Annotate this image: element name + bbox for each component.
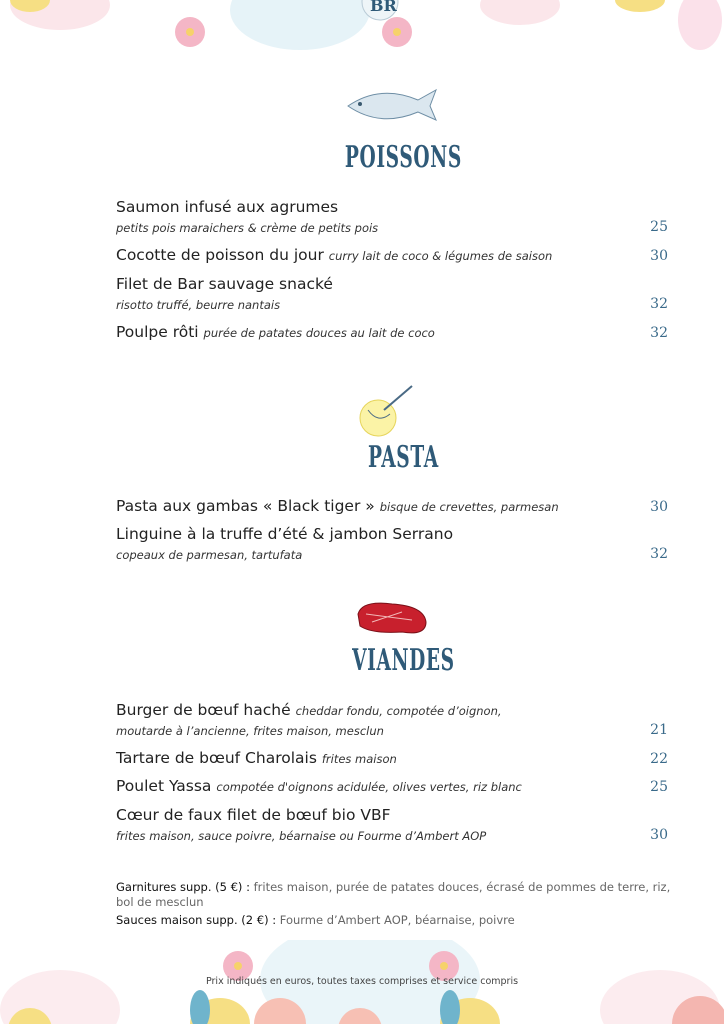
section-title-pasta: PASTA — [367, 440, 439, 475]
menu-item-name — [116, 246, 552, 264]
menu-item-title: Tartare de bœuf Charolais — [116, 749, 317, 767]
extras-garnitures — [116, 880, 676, 910]
menu-item-name: Linguine à la truffe d’été & jambon Serrano — [116, 525, 454, 543]
menu-item-desc: curry lait de coco & légumes de saison — [328, 249, 553, 263]
menu-item-desc: petits pois maraichers & crème de petits pois — [116, 221, 379, 235]
menu-item-name — [116, 749, 397, 767]
extras-label: Sauces maison supp. (2 €) : — [116, 913, 277, 927]
menu-item-price: 25 — [650, 779, 668, 795]
menu-item-price: 30 — [650, 827, 668, 843]
menu-item-title: Burger de bœuf haché — [116, 701, 291, 719]
menu-item-price: 21 — [650, 722, 668, 738]
menu-item-price: 22 — [650, 751, 668, 767]
menu-item-name — [116, 777, 522, 795]
menu-item-desc: copeaux de parmesan, tartufata — [116, 548, 303, 562]
menu-item-price: 32 — [650, 296, 668, 312]
menu-item-name: Saumon infusé aux agrumes — [116, 198, 339, 216]
menu-item-desc-2: moutarde à l’ancienne, frites maison, mesclun — [116, 724, 384, 738]
logo: BR — [370, 0, 397, 15]
menu-item-price: 25 — [650, 219, 668, 235]
extras-label: Garnitures supp. (5 €) : — [116, 880, 250, 894]
menu-item-desc: frites maison, sauce poivre, béarnaise ou Fourme d’Ambert AOP — [116, 829, 487, 843]
menu-item-title: Pasta aux gambas « Black tiger » — [116, 497, 375, 515]
section-title-poissons: POISSONS — [344, 140, 462, 175]
menu-item-price: 32 — [650, 546, 668, 562]
menu-item-title: Poulet Yassa — [116, 777, 212, 795]
menu-item-desc: purée de patates douces au lait de coco — [203, 326, 435, 340]
menu-item-price: 32 — [650, 325, 668, 341]
menu-item-price: 30 — [650, 248, 668, 264]
price-disclaimer: Prix indiqués en euros, toutes taxes comprises et service compris — [205, 976, 519, 987]
menu-item-desc: cheddar fondu, compotée d’oignon, — [295, 704, 502, 718]
section-title-viandes: VIANDES — [352, 643, 455, 678]
menu-item-desc: risotto truffé, beurre nantais — [116, 298, 281, 312]
menu-item-name — [116, 323, 435, 341]
menu-item-title: Poulpe rôti — [116, 323, 199, 341]
menu-item-desc: compotée d'oignons acidulée, olives vertes, riz blanc — [216, 780, 522, 794]
menu-item-desc: frites maison — [321, 752, 397, 766]
menu-item-name: Cœur de faux filet de bœuf bio VBF — [116, 806, 391, 824]
extras-text: frites maison, purée de patates douces, écrasé de pommes de terre, riz, bol de mesclun — [116, 880, 671, 909]
menu-item-name — [116, 701, 502, 719]
menu-item-name — [116, 497, 559, 515]
menu-item-title: Cocotte de poisson du jour — [116, 246, 324, 264]
menu-item-price: 30 — [650, 499, 668, 515]
floral-header-decoration — [0, 0, 724, 60]
extras-sauces — [116, 913, 676, 928]
pasta-fork-icon — [350, 380, 420, 442]
menu-item-name: Filet de Bar sauvage snacké — [116, 275, 333, 293]
fish-icon — [340, 82, 440, 132]
extras-text: Fourme d’Ambert AOP, béarnaise, poivre — [279, 913, 515, 927]
menu-item-desc: bisque de crevettes, parmesan — [379, 500, 559, 514]
steak-icon — [352, 598, 432, 640]
